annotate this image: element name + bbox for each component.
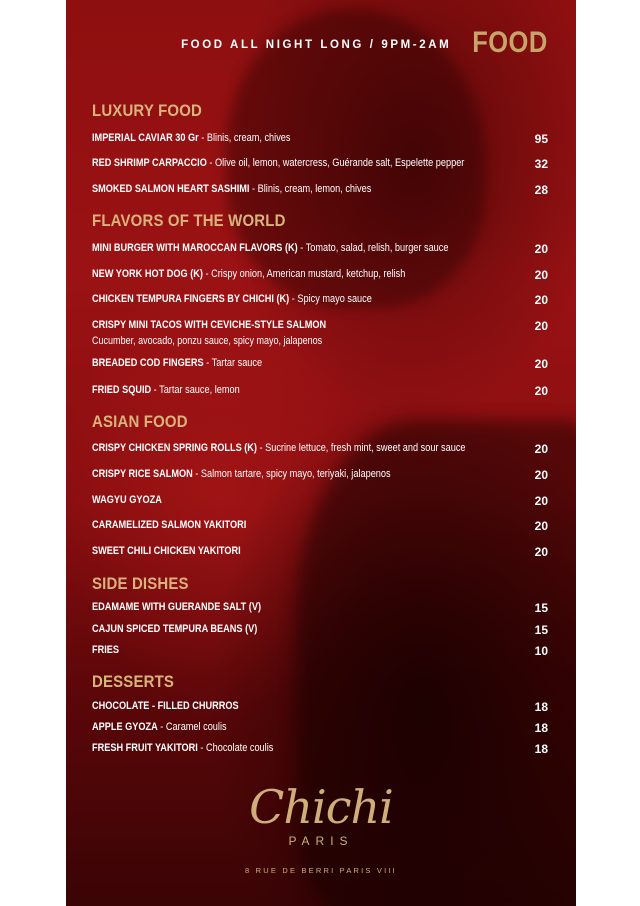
menu-item: CRISPY CHICKEN SPRING ROLLS (K) - Sucrine lettuce, fresh mint, sweet and sour sauce 20 — [92, 442, 548, 456]
item-price: 20 — [534, 357, 548, 371]
item-price: 18 — [534, 700, 548, 714]
menu-header — [181, 26, 548, 60]
menu-item: RED SHRIMP CARPACCIO - Olive oil, lemon, watercress, Guérande salt, Espelette pepper 32 — [92, 157, 548, 171]
logo-wordmark: Chichi — [249, 780, 393, 834]
section-title-flavors-of-the-world: FLAVORS OF THE WORLD — [92, 211, 286, 230]
item-price: 20 — [534, 494, 548, 508]
section-title-side-dishes: SIDE DISHES — [92, 574, 189, 593]
item-price: 20 — [534, 384, 548, 398]
menu-item: APPLE GYOZA - Caramel coulis 18 — [92, 721, 548, 735]
item-description: Cucumber, avocado, ponzu sauce, spicy mayo, jalapenos — [92, 335, 323, 347]
item-price: 20 — [534, 293, 548, 307]
menu-item: CRISPY RICE SALMON - Salmon tartare, spicy mayo, teriyaki, jalapenos 20 — [92, 468, 548, 482]
item-price: 28 — [534, 183, 548, 197]
item-price: 18 — [534, 721, 548, 735]
menu-title: FOOD — [472, 26, 548, 59]
item-price: 32 — [534, 157, 548, 171]
restaurant-address: 8 RUE DE BERRI PARIS VIII — [245, 866, 397, 875]
menu-item: IMPERIAL CAVIAR 30 Gr - Blinis, cream, chives 95 — [92, 132, 548, 146]
item-price: 20 — [534, 242, 548, 256]
menu-item: FRIES 10 — [92, 644, 548, 658]
item-price: 20 — [534, 519, 548, 533]
item-price: 95 — [534, 132, 548, 146]
menu-item: WAGYU GYOZA 20 — [92, 494, 548, 508]
item-price: 20 — [534, 319, 548, 333]
menu-item: CARAMELIZED SALMON YAKITORI 20 — [92, 519, 548, 533]
menu-item: SWEET CHILI CHICKEN YAKITORI 20 — [92, 545, 548, 559]
menu-item: SMOKED SALMON HEART SASHIMI - Blinis, cream, lemon, chives 28 — [92, 183, 548, 197]
section-title-luxury-food: LUXURY FOOD — [92, 101, 202, 120]
menu-item: CAJUN SPICED TEMPURA BEANS (V) 15 — [92, 623, 548, 637]
item-price: 15 — [534, 623, 548, 637]
menu-item: MINI BURGER WITH MAROCCAN FLAVORS (K) - Tomato, salad, relish, burger sauce 20 — [92, 242, 548, 256]
menu-item: CHOCOLATE - FILLED CHURROS 18 — [92, 700, 548, 714]
menu-item: EDAMAME WITH GUERANDE SALT (V) 15 — [92, 601, 548, 615]
menu-item: FRIED SQUID - Tartar sauce, lemon 20 — [92, 384, 548, 398]
menu-item: NEW YORK HOT DOG (K) - Crispy onion, American mustard, ketchup, relish 20 — [92, 268, 548, 282]
menu-item: CRISPY MINI TACOS WITH CEVICHE-STYLE SALMON 20 Cucumber, avocado, ponzu sauce, spicy mayo, jalapenos — [92, 319, 548, 347]
menu-item: BREADED COD FINGERS - Tartar sauce 20 — [92, 357, 548, 371]
item-price: 20 — [534, 468, 548, 482]
item-price: 20 — [534, 545, 548, 559]
logo-city: PARIS — [288, 834, 354, 848]
menu-item: CHICKEN TEMPURA FINGERS BY CHICHI (K) - Spicy mayo sauce 20 — [92, 293, 548, 307]
menu-poster — [66, 0, 576, 906]
section-title-desserts: DESSERTS — [92, 672, 175, 691]
item-price: 18 — [534, 742, 548, 756]
section-title-asian-food: ASIAN FOOD — [92, 412, 188, 431]
item-price: 15 — [534, 601, 548, 615]
brand-logo — [66, 782, 576, 848]
item-price: 20 — [534, 442, 548, 456]
item-price: 10 — [534, 644, 548, 658]
item-price: 20 — [534, 268, 548, 282]
service-hours: FOOD ALL NIGHT LONG / 9PM-2AM — [181, 39, 452, 51]
menu-item: FRESH FRUIT YAKITORI - Chocolate coulis 18 — [92, 742, 548, 756]
